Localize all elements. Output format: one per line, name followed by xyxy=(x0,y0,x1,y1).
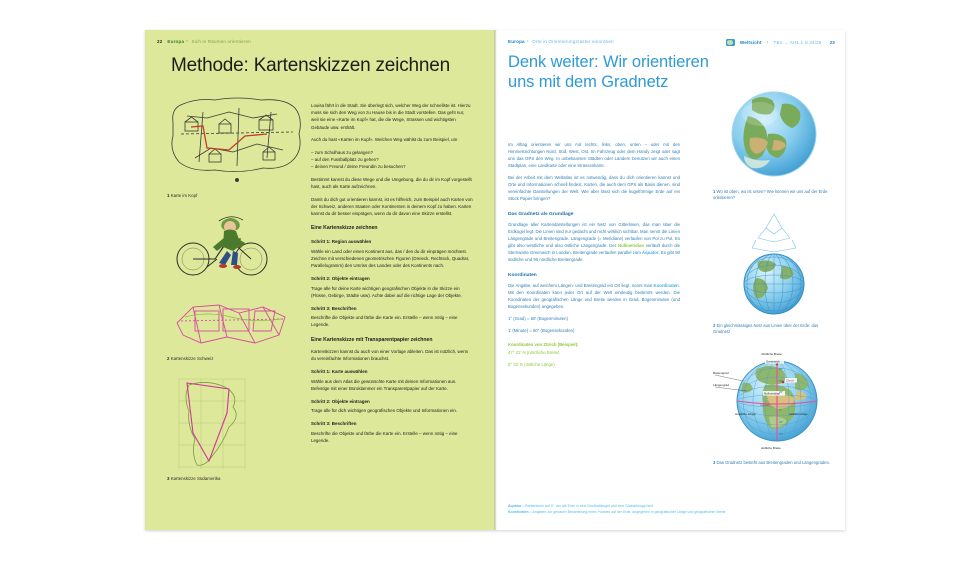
conversion-line-2: 1′ (Minute) = 60″ (Bogensekunden) xyxy=(508,327,575,333)
figure-south-america xyxy=(167,373,307,482)
left-bullet-list xyxy=(311,149,473,171)
gradnetz-text-b: verläuft durch die Sternwarte Greenwich in London. Breitengrade verlaufen parallel zum xyxy=(508,242,680,255)
tick-60n: 60° xyxy=(779,368,783,372)
left-running-separator: * xyxy=(186,39,189,44)
figure-3-text: Kartenskizze Südamerika xyxy=(170,475,221,481)
koordinaten-text-b: . Mit den Koordinaten kann jeder Ort auf der Welt eindeutig bestimmt werden. Die Koordinaten der geografischen Länge und Breite werden in Grad, Bogenminuten (und Bogensekunden) angegeben. xyxy=(508,283,680,310)
left-intro-3: Bestimmt kannst du diese Wege und die Umgebung, die du dir im Kopf vorgestellt hast, auch als Karte aufzeichnen. xyxy=(311,176,472,189)
left-step2-1-title: Schritt 1: Karte auswählen xyxy=(311,369,368,375)
left-step-2-title: Schritt 2: Objekte eintragen xyxy=(311,276,370,282)
left-running-subtitle: Sich in Räumen orientieren xyxy=(191,39,251,44)
atlas-globe-icon xyxy=(726,39,735,46)
switzerland-sketch-icon xyxy=(167,293,297,353)
list-item: – zum Schulhaus zu gelangen? xyxy=(311,150,373,156)
label-east: östliche Länge xyxy=(789,412,808,417)
right-page-number: 23 xyxy=(829,40,835,45)
right-figure-3-caption xyxy=(713,460,835,466)
left-step2-3-title: Schritt 3: Beschriften xyxy=(311,421,357,427)
right-figure-3-text: Das Gradnetz besteht aus Breitengraden und Längengraden. xyxy=(716,460,831,466)
tick-20n: 20° xyxy=(779,391,783,395)
left-step2-2-text: Trage alle für dich wichtigen geografischen Objekte und Informationen ein. xyxy=(311,408,458,414)
left-step-2-text: Trage alle für deine Karte wichtigen geografischen Objekte in die Skizze ein (Flüsse, Gebirge, Städte usw). Achte dabei auf die richtige Lage der Objekte. xyxy=(311,285,462,298)
right-figure-2-text: Ein gleichmässiges Netz aus Linien über der Erde: das Gradnetz xyxy=(713,322,819,334)
label-greenwich: Greenwich xyxy=(766,359,780,364)
left-page-title: Methode: Kartenskizzen zeichnen xyxy=(171,55,450,76)
right-figure-1-caption xyxy=(713,189,835,202)
figure-2-caption xyxy=(167,356,307,362)
footnote-2 xyxy=(508,510,830,516)
right-running-head-right xyxy=(726,39,835,46)
right-running-head-left xyxy=(508,39,614,44)
footnote-2-term: Koordinaten xyxy=(508,510,529,515)
gradnetz-text-c: . Es gibt 90 südliche und 90 nördliche Breitengrade. xyxy=(508,249,681,262)
figure-1-text: Karte im Kopf xyxy=(170,193,198,198)
gradnetz-paragraph xyxy=(508,222,680,264)
globe-grid-net-icon xyxy=(722,212,826,320)
right-running-separator: * xyxy=(526,39,529,44)
south-america-sketch-icon xyxy=(167,373,287,473)
koordinaten-heading: Koordinaten xyxy=(508,272,537,278)
globe-coordinates-labeled-icon xyxy=(713,345,835,457)
right-figure-3-number: 3 xyxy=(713,460,716,466)
label-west: westliche Länge xyxy=(735,412,756,417)
figure-3-caption xyxy=(167,476,307,482)
label-latitude: Breitengrad xyxy=(713,371,729,376)
right-running-topic: Europa xyxy=(508,39,525,44)
right-page-title: Denk weiter: Wir orientieren uns mit dem Gradnetz xyxy=(508,53,709,92)
keyword-nullmeridian: Nullmeridian xyxy=(617,242,645,248)
list-item: – auf den Fussballplatz zu gehen? xyxy=(311,157,379,163)
label-prime-meridian: Nullmeridian xyxy=(764,391,781,396)
left-section-2-heading: Eine Kartenskizze mit Transparentpapier zeichnen xyxy=(311,336,433,343)
conversion-line-1: 1° (Grad) = 60′ (Bogenminuten) xyxy=(508,316,568,322)
label-equator: Äquator xyxy=(760,403,771,408)
left-step-1-text: Wähle ein Land oder einen Kontinent aus, das / den du dir einprägen möchtest. Zeichne mit verschiedenen geometrischen Figuren (Dreieck, Rechteck, Quadrat, Parallelogramm) den Umriss des Landes oder des Kontinents nach. xyxy=(311,248,470,269)
figure-globe-photo xyxy=(713,82,835,202)
figure-3-number: 3 xyxy=(167,475,170,481)
footnote-block xyxy=(508,504,830,516)
label-city: Zürich xyxy=(786,378,795,383)
right-figure-1-number: 1 xyxy=(713,189,716,194)
figure-1-number: 1 xyxy=(167,193,170,198)
figure-cyclist xyxy=(167,207,307,279)
left-intro-1: Louisa fährt in die Stadt. Sie überlegt sich, welcher Weg der schnellste ist. Hierzu muss sie sich den Weg von zu Hause bis in die Stadt vorstellen. Das geht nur, weil sie eine «Karte im Kopf» hat, die die Wege, Strassen und wichtigsten Gebäude usw. enthält. xyxy=(311,103,471,130)
cyclist-icon xyxy=(167,207,289,279)
left-step2-3-text: Beschrifte die Objekte und färbe die Karte ein. Erstelle – wenn nötig – eine Legende. xyxy=(311,430,458,443)
example-line-2: 8° 32′ E (östliche Länge) xyxy=(508,361,555,367)
textbook-spread xyxy=(145,30,845,530)
left-section-2-intro: Kartenskizzen kannst du auch von einer Vorlage ableiten. Das ist nützlich, wenn du vereinfachte Informationen brauchst. xyxy=(311,348,469,362)
left-running-topic: Europa xyxy=(167,39,185,44)
tick-40s: 40° xyxy=(779,433,783,437)
atlas-ref-label: Weltsicht xyxy=(739,40,762,45)
footnote-2-text: = Angaben zur genauen Bestimmung eines Punktes auf der Erde, angegeben in geografischer Länge und geografischer Breite xyxy=(528,510,726,515)
atlas-ref-code: TB1 → AH1.1 S.24/25 xyxy=(773,40,822,45)
figure-1-caption xyxy=(167,193,307,199)
left-figure-column xyxy=(167,92,307,490)
tick-40n: 40° xyxy=(779,380,783,384)
label-south: südliche Breite xyxy=(761,446,781,451)
right-page xyxy=(495,30,845,530)
right-body-text xyxy=(508,142,680,374)
koordinaten-text-a: Die Angabe, auf welchem Längen- und Breitengrad ein Ort liegt, nennt man xyxy=(508,283,654,289)
label-north: nördliche Breite xyxy=(761,352,782,357)
figure-switzerland xyxy=(167,293,307,362)
figure-globe-coordinates xyxy=(713,345,835,466)
tick-20s: 20° xyxy=(779,421,783,425)
left-intro-4: Damit du dich gut orientieren kannst, ist es hilfreich, zum Beispiel auch Karten von der Schweiz, anderen Staaten oder Kontinenten in deinem Kopf zu haben. Karten kannst du dir besser einprägen, wenn du dir davon eine Skizze erstellst. xyxy=(311,196,473,216)
example-line-1: 47° 22′ N (nördliche Breite) xyxy=(508,349,560,355)
left-step-3-title: Schritt 3: Beschriften xyxy=(311,305,357,311)
left-step2-1-text: Wähle aus dem Atlas die gewünschte Karte mit deinen Informationen aus. Befestige mit einer Büroklammer ein Transparentpapier auf der Karte. xyxy=(311,378,457,391)
label-longitude: Längengrad xyxy=(713,383,730,388)
left-body-text xyxy=(311,102,473,450)
left-page-number: 22 xyxy=(157,39,163,44)
gradnetz-heading: Das Gradnetz als Grundlage xyxy=(508,211,574,217)
left-intro-2: Auch du hast «Karten im Kopf». Welchen Weg wählst du zum Beispiel, um xyxy=(311,137,458,143)
koordinaten-paragraph xyxy=(508,283,680,311)
keyword-aequator[interactable]: Äquator xyxy=(642,249,659,255)
right-figure-column xyxy=(713,82,835,466)
right-intro-1: Im Alltag orientieren wir uns mit rechts, links, oben, unten – oder mit den Himmelsrichtungen Nord, Süd, West, Ost. Im Fahrzeug oder dem Handy zeigt oder sagt uns das GPS den Weg. In unbekannten Städten oder Ländern benutzen wir auch einen Stadtplan, eine Landkarte oder eine Strassenkarte. xyxy=(508,142,680,168)
figure-2-number: 2 xyxy=(167,356,170,362)
figure-mental-map xyxy=(167,92,307,199)
figure-globe-grid xyxy=(713,212,835,336)
gradnetz-text-a: Grundlage aller Kartendarstellungen ist ein Netz von Gitterlinien, das man über die Erdkugel legt. Die Linien sind nur gedacht und nicht wirklich sichtbar. Man nennt die Linien Längengrade und Breitengrade. Längengrade (= Meridiane) verlaufen von Pol zu Pol. Es gibt also westliche und also östliche Längengrade. Der xyxy=(508,222,680,248)
right-running-subtitle: Orte in Orientierungsraster einordnen xyxy=(532,39,614,44)
footnote-1-text: = Breitenkreis auf 0°, der die Erde in eine Nordhalbkugel und eine Südhalbkugel teilt xyxy=(521,504,653,509)
left-section-1-heading: Eine Kartenskizze zeichnen xyxy=(311,225,378,232)
left-step-3-text: Beschrifte die Objekte und färbe die Karte ein. Erstelle – wenn nötig – eine Legende. xyxy=(311,315,458,328)
left-page xyxy=(145,30,495,530)
right-intro-2: Bei der Arbeit mit dem Weltatlas ist es notwendig, dass du dich orientieren kannst und Orte und Informationen schnell findest. Karten, die auch dem GPS als Basis dienen, sind vereinfachte Darstellungen der Welt. Wie aber lässt sich die kugelförmige Erde auf ein Stück Papier bringen? xyxy=(508,174,680,201)
globe-photo-icon xyxy=(722,82,826,186)
right-figure-2-number: 2 xyxy=(713,322,716,328)
atlas-ref-separator: * xyxy=(766,40,769,45)
example-title: Koordinaten von Zürich (Beispiel): xyxy=(508,341,579,347)
left-running-head xyxy=(157,39,251,44)
right-figure-1-text: Wo ist oben, wo ist unten? Wie können wir uns auf der Erde orientieren? xyxy=(713,189,828,201)
tick-0: 0° xyxy=(779,409,782,413)
mental-map-sketch-icon xyxy=(167,92,307,190)
left-step2-2-title: Schritt 2: Objekte eintragen xyxy=(311,399,370,404)
left-step-1-title: Schritt 1: Region auswählen xyxy=(311,239,372,245)
right-figure-2-caption xyxy=(713,323,835,336)
keyword-koordinaten[interactable]: Koordinaten xyxy=(653,283,679,289)
footnote-1-term: Äquator xyxy=(508,504,522,509)
list-item: – deinen Freund / deine Freundin zu besuchen? xyxy=(311,164,406,170)
figure-2-text: Kartenskizze Schweiz xyxy=(170,356,214,362)
